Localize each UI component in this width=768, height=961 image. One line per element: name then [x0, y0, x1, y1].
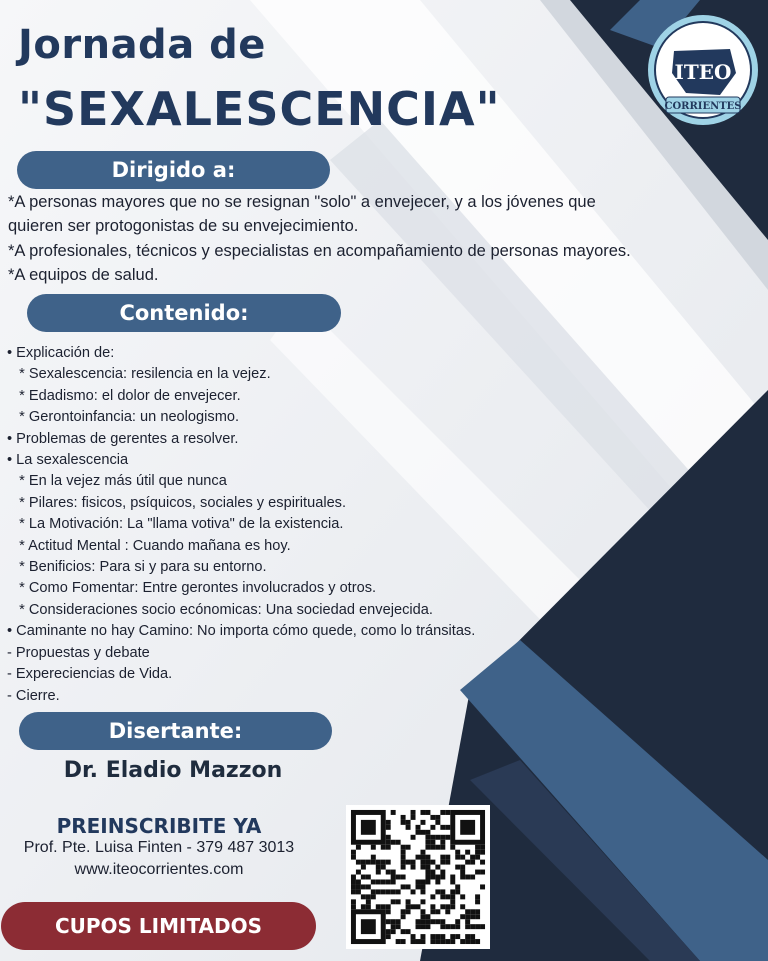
content-item: * Benificios: Para si y para su entorno.: [7, 559, 267, 576]
audience-line: *A equipos de salud.: [8, 265, 159, 284]
audience-line: *A personas mayores que no se resignan "solo" a envejecer, y a los jóvenes que: [8, 193, 596, 211]
qr-code-icon[interactable]: [346, 805, 490, 949]
svg-text:CORRIENTES: CORRIENTES: [664, 101, 742, 112]
content-item: * Edadismo: el dolor de envejecer.: [7, 387, 241, 404]
content-heading: Contenido:: [27, 294, 341, 332]
audience-line: *A profesionales, técnicos y especialistas en acompañamiento de personas mayores.: [8, 241, 631, 260]
content-item: * En la vejez más útil que nunca: [7, 473, 227, 490]
speaker-heading: Disertante:: [19, 712, 332, 750]
content-item: • Problemas de gerentes a resolver.: [7, 430, 239, 447]
svg-text:ITEO: ITEO: [674, 60, 732, 84]
content-item: - Propuestas y debate: [7, 644, 150, 661]
audience-text: [8, 190, 631, 287]
limited-spots-badge: CUPOS LIMITADOS: [1, 902, 316, 950]
content-item: * Pilares: fisicos, psíquicos, sociales y espirituales.: [7, 494, 347, 511]
content-list: [7, 343, 475, 707]
signup-contact: Prof. Pte. Luisa Finten - 379 487 3013: [23, 839, 295, 856]
content-item: * Actitud Mental : Cuando mañana es hoy.: [7, 537, 291, 554]
audience-line: quieren ser protogonistas de su envejecimiento.: [8, 217, 359, 236]
content-item: • La sexalescencia: [7, 452, 129, 469]
event-title-line2: "SEXALESCENCIA": [18, 82, 501, 136]
audience-heading: Dirigido a:: [17, 151, 330, 189]
content-item: * La Motivación: La "llama votiva" de la existencia.: [7, 516, 344, 533]
content-item: * Sexalescencia: resilencia en la vejez.: [7, 366, 271, 383]
content-item: * Gerontoinfancia: un neologismo.: [7, 409, 240, 426]
speaker-name: Dr. Eladio Mazzon: [63, 758, 283, 783]
signup-website[interactable]: www.iteocorrientes.com: [74, 861, 244, 878]
content-item: • Caminante no hay Camino: No importa cómo quede, como lo tránsitas.: [7, 623, 476, 640]
signup-cta: PREINSCRIBITE YA: [56, 814, 262, 838]
iteo-seal-logo: [646, 13, 760, 127]
content-item: - Cierre.: [7, 687, 60, 704]
event-title-line1: Jornada de: [18, 22, 266, 68]
content-item: • Explicación de:: [7, 345, 115, 361]
content-item: * Como Fomentar: Entre gerontes involucrados y otros.: [7, 580, 377, 597]
content-item: * Consideraciones socio ecónomicas: Una sociedad envejecida.: [7, 601, 433, 618]
content-item: - Expereciencias de Vida.: [7, 666, 173, 683]
